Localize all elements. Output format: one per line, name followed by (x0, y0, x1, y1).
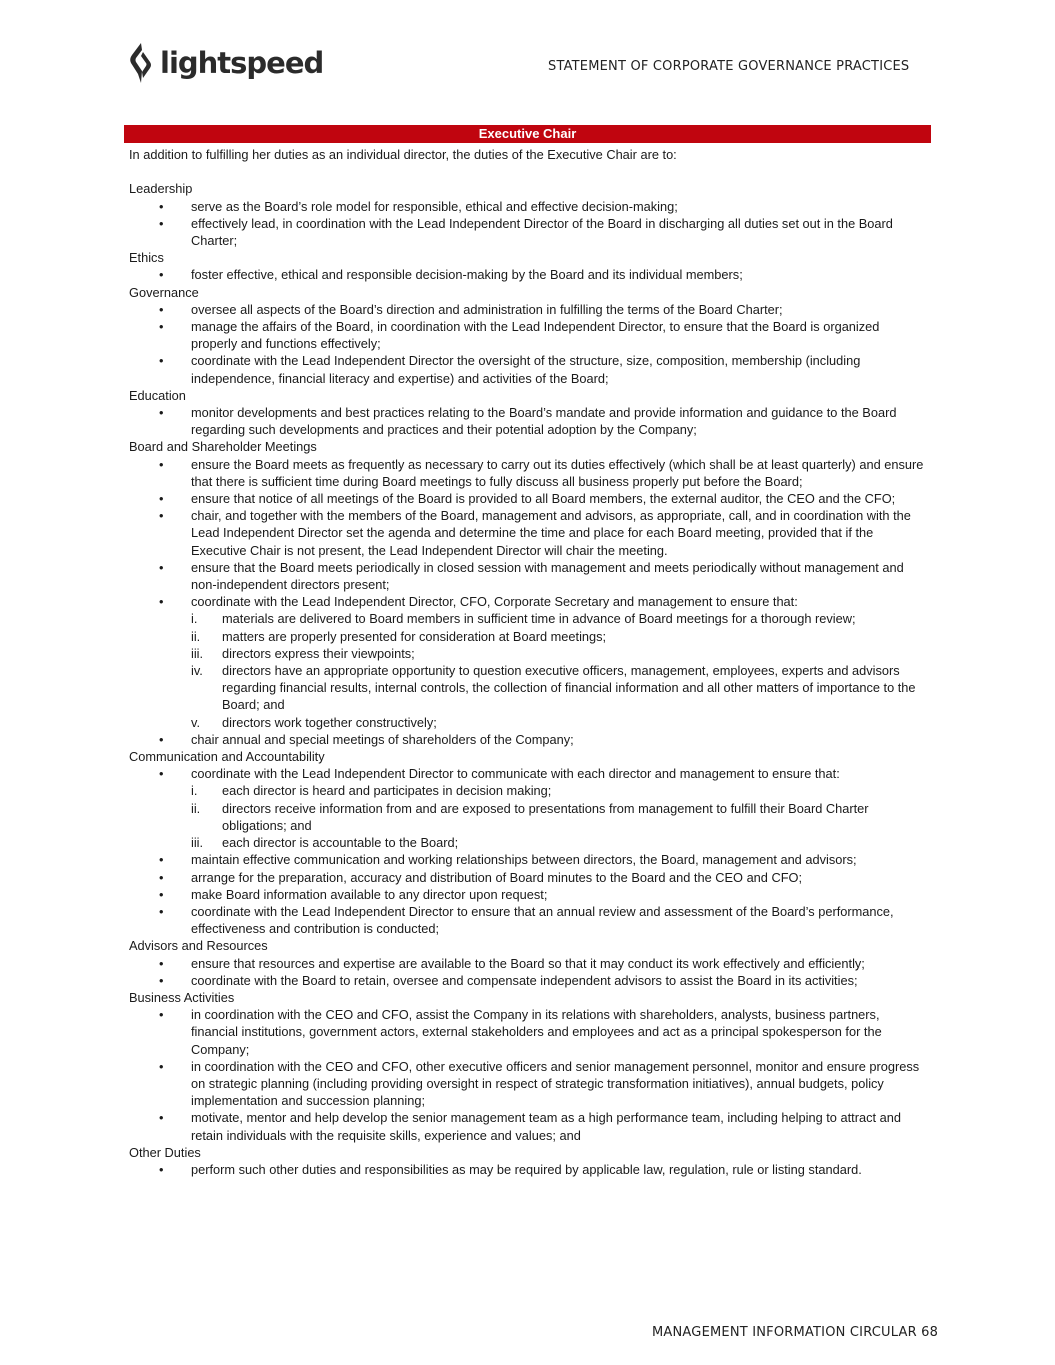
sub-item-number: v. (191, 714, 201, 730)
bullet-mark: • (159, 1110, 164, 1126)
sub-item-number: ii. (191, 628, 201, 644)
sub-item-number: iv. (191, 663, 203, 679)
sub-item-text: directors receive information from and are exposed to presentations from management to fulfill their Board Charter obligations; and (222, 800, 869, 833)
bullet-item (129, 1161, 929, 1178)
bullet-item (129, 318, 929, 352)
bullet-mark: • (159, 731, 164, 747)
section-banner: Executive Chair (124, 125, 931, 143)
bullet-item (129, 765, 929, 782)
sub-item (129, 628, 929, 645)
sub-item-text: each director is heard and participates in decision making; (222, 783, 552, 799)
bullet-mark: • (159, 405, 164, 421)
page-footer: MANAGEMENT INFORMATION CIRCULAR 68 (652, 1325, 939, 1340)
sub-item (129, 782, 929, 799)
bullet-item (129, 301, 929, 318)
sub-item-text: directors express their viewpoints; (222, 645, 415, 661)
bullet-item (129, 972, 929, 989)
bullet-text: perform such other duties and responsibilities as may be required by applicable law, regulation, rule or listing standard. (191, 1161, 862, 1177)
bullet-item (129, 507, 929, 559)
section-heading: Education (129, 387, 186, 403)
section-heading: Board and Shareholder Meetings (129, 439, 317, 455)
bullet-item (129, 1006, 929, 1058)
bullet-text: ensure the Board meets as frequently as necessary to carry out its duties effectively (which shall be at least quarterly) and ensure that there is sufficient time during Board meetings to fully discuss all business properly put before the Board; (191, 456, 924, 489)
page-header-title: STATEMENT OF CORPORATE GOVERNANCE PRACTICES (548, 59, 910, 74)
bullet-mark: • (159, 903, 164, 919)
bullet-item (129, 352, 929, 386)
bullet-mark: • (159, 198, 164, 214)
bullet-item (129, 1109, 929, 1143)
bullet-mark: • (159, 1161, 164, 1177)
bullet-text: coordinate with the Lead Independent Director to communicate with each director and management to ensure that: (191, 766, 840, 782)
sub-item-number: iii. (191, 645, 204, 661)
sub-item-text: each director is accountable to the Board; (222, 835, 459, 851)
bullet-mark: • (159, 559, 164, 575)
section-heading: Advisors and Resources (129, 938, 268, 954)
bullet-item (129, 215, 929, 249)
sub-item-number: ii. (191, 800, 201, 816)
bullet-text: coordinate with the Board to retain, oversee and compensate independent advisors to assist the Board in its activities; (191, 972, 858, 988)
sub-item-text: directors have an appropriate opportunity to question executive officers, management, employees, experts and advisors regarding financial results, internal controls, the collection of financial information and all other matters of importance to the Board; and (222, 663, 916, 713)
sub-item-number: i. (191, 783, 198, 799)
bullet-text: serve as the Board’s role model for responsible, ethical and effective decision-making; (191, 198, 678, 214)
bullet-mark: • (159, 852, 164, 868)
bullet-mark: • (159, 766, 164, 782)
bullet-item (129, 490, 929, 507)
bullet-mark: • (159, 955, 164, 971)
section-heading: Other Duties (129, 1144, 201, 1160)
bullet-item (129, 851, 929, 868)
bullet-mark: • (159, 594, 164, 610)
bullet-item (129, 869, 929, 886)
bullet-text: ensure that the Board meets periodically in closed session with management and meets periodically without management and non-independent directors present; (191, 559, 904, 593)
bullet-text: monitor developments and best practices relating to the Board’s mandate and provide information and guidance to the Board regarding such developments and practices and their potential adoption by the Company; (191, 405, 897, 438)
intro-paragraph: In addition to fulfilling her duties as an individual director, the duties of the Executive Chair are to: (129, 147, 677, 162)
bullet-text: chair annual and special meetings of shareholders of the Company; (191, 731, 574, 747)
bullet-item (129, 593, 929, 610)
bullet-text: coordinate with the Lead Independent Director the oversight of the structure, size, composition, membership (including independence, financial literacy and expertise) and activities of the Board; (191, 353, 861, 386)
bullet-mark: • (159, 508, 164, 524)
bullet-mark: • (159, 491, 164, 507)
sub-item (129, 800, 929, 834)
bullet-mark: • (159, 353, 164, 369)
sub-item (129, 610, 929, 627)
section-heading: Ethics (129, 250, 164, 266)
bullet-text: arrange for the preparation, accuracy and distribution of Board minutes to the Board and the CEO and CFO; (191, 869, 803, 885)
bullet-item (129, 955, 929, 972)
bullet-item (129, 1058, 929, 1110)
sub-item (129, 645, 929, 662)
bullet-text: chair, and together with the members of the Board, management and advisors, as appropriate, call, and in coordination with the Lead Independent Director set the agenda and determine the time and place for each Board meeting, provided that if the Executive Chair is not present, the Lead Independent Director will chair the meeting. (191, 508, 911, 558)
bullet-item (129, 266, 929, 283)
bullet-item (129, 404, 929, 438)
bullet-text: maintain effective communication and working relationships between directors, the Board, management and advisors; (191, 852, 857, 868)
lightspeed-logo (128, 42, 323, 84)
logo-wordmark: lightspeed (160, 45, 324, 80)
sub-item-text: materials are delivered to Board members in sufficient time in advance of Board meetings for a thorough review; (222, 611, 856, 627)
bullet-text: ensure that notice of all meetings of the Board is provided to all Board members, the external auditor, the CEO and the CFO; (191, 491, 896, 507)
section-heading: Leadership (129, 181, 193, 197)
bullet-text: effectively lead, in coordination with the Lead Independent Director of the Board in discharging all duties set out in the Board Charter; (191, 215, 893, 248)
bullet-text: manage the affairs of the Board, in coordination with the Lead Independent Director, to ensure that the Board is organized properly and functions effectively; (191, 319, 880, 352)
bullet-item (129, 456, 929, 490)
section-heading: Business Activities (129, 989, 235, 1005)
sub-item-number: iii. (191, 835, 204, 851)
bullet-item (129, 903, 929, 937)
bullet-text: make Board information available to any director upon request; (191, 886, 548, 902)
bullet-mark: • (159, 267, 164, 283)
bullet-mark: • (159, 301, 164, 317)
bullet-mark: • (159, 869, 164, 885)
bullet-mark: • (159, 215, 164, 231)
bullet-text: coordinate with the Lead Independent Director, CFO, Corporate Secretary and management to ensure that: (191, 594, 798, 610)
bullet-mark: • (159, 886, 164, 902)
document-body (129, 146, 929, 1178)
bullet-item (129, 559, 929, 593)
sub-item (129, 834, 929, 851)
bullet-item (129, 731, 929, 748)
bullet-mark: • (159, 319, 164, 334)
sub-item-text: directors work together constructively; (222, 714, 437, 730)
bullet-mark: • (159, 1058, 164, 1074)
sub-item (129, 714, 929, 731)
bullet-text: motivate, mentor and help develop the senior management team as a high performance team, including helping to attract and retain individuals with the requisite skills, experience and values; and (191, 1110, 901, 1143)
bullet-text: in coordination with the CEO and CFO, assist the Company in its relations with shareholders, analysts, business partners, financial institutions, government actors, external stakeholders and employees and act as a principal spokesperson for the Company; (191, 1007, 882, 1057)
sub-item (129, 662, 929, 714)
section-heading: Governance (129, 284, 199, 300)
bullet-mark: • (159, 1007, 164, 1023)
flame-icon (128, 42, 155, 84)
sub-item-text: matters are properly presented for consideration at Board meetings; (222, 628, 607, 644)
bullet-item (129, 886, 929, 903)
bullet-text: coordinate with the Lead Independent Director to ensure that an annual review and assessment of the Board’s performance, effectiveness and contribution is conducted; (191, 903, 894, 937)
bullet-text: ensure that resources and expertise are available to the Board so that it may conduct its work effectively and efficiently; (191, 955, 865, 971)
sub-item-number: i. (191, 611, 198, 627)
bullet-mark: • (159, 456, 164, 472)
bullet-item (129, 198, 929, 215)
bullet-text: in coordination with the CEO and CFO, other executive officers and senior management personnel, monitor and ensure progress on strategic planning (including providing oversight in respect of strategic transformation initiatives), annual budgets, policy implementation and succession planning; (191, 1058, 920, 1109)
bullet-mark: • (159, 972, 164, 988)
bullet-text: oversee all aspects of the Board’s direction and administration in fulfilling the terms of the Board Charter; (191, 301, 783, 317)
bullet-text: foster effective, ethical and responsible decision-making by the Board and its individual members; (191, 267, 743, 283)
section-heading: Communication and Accountability (129, 749, 325, 765)
